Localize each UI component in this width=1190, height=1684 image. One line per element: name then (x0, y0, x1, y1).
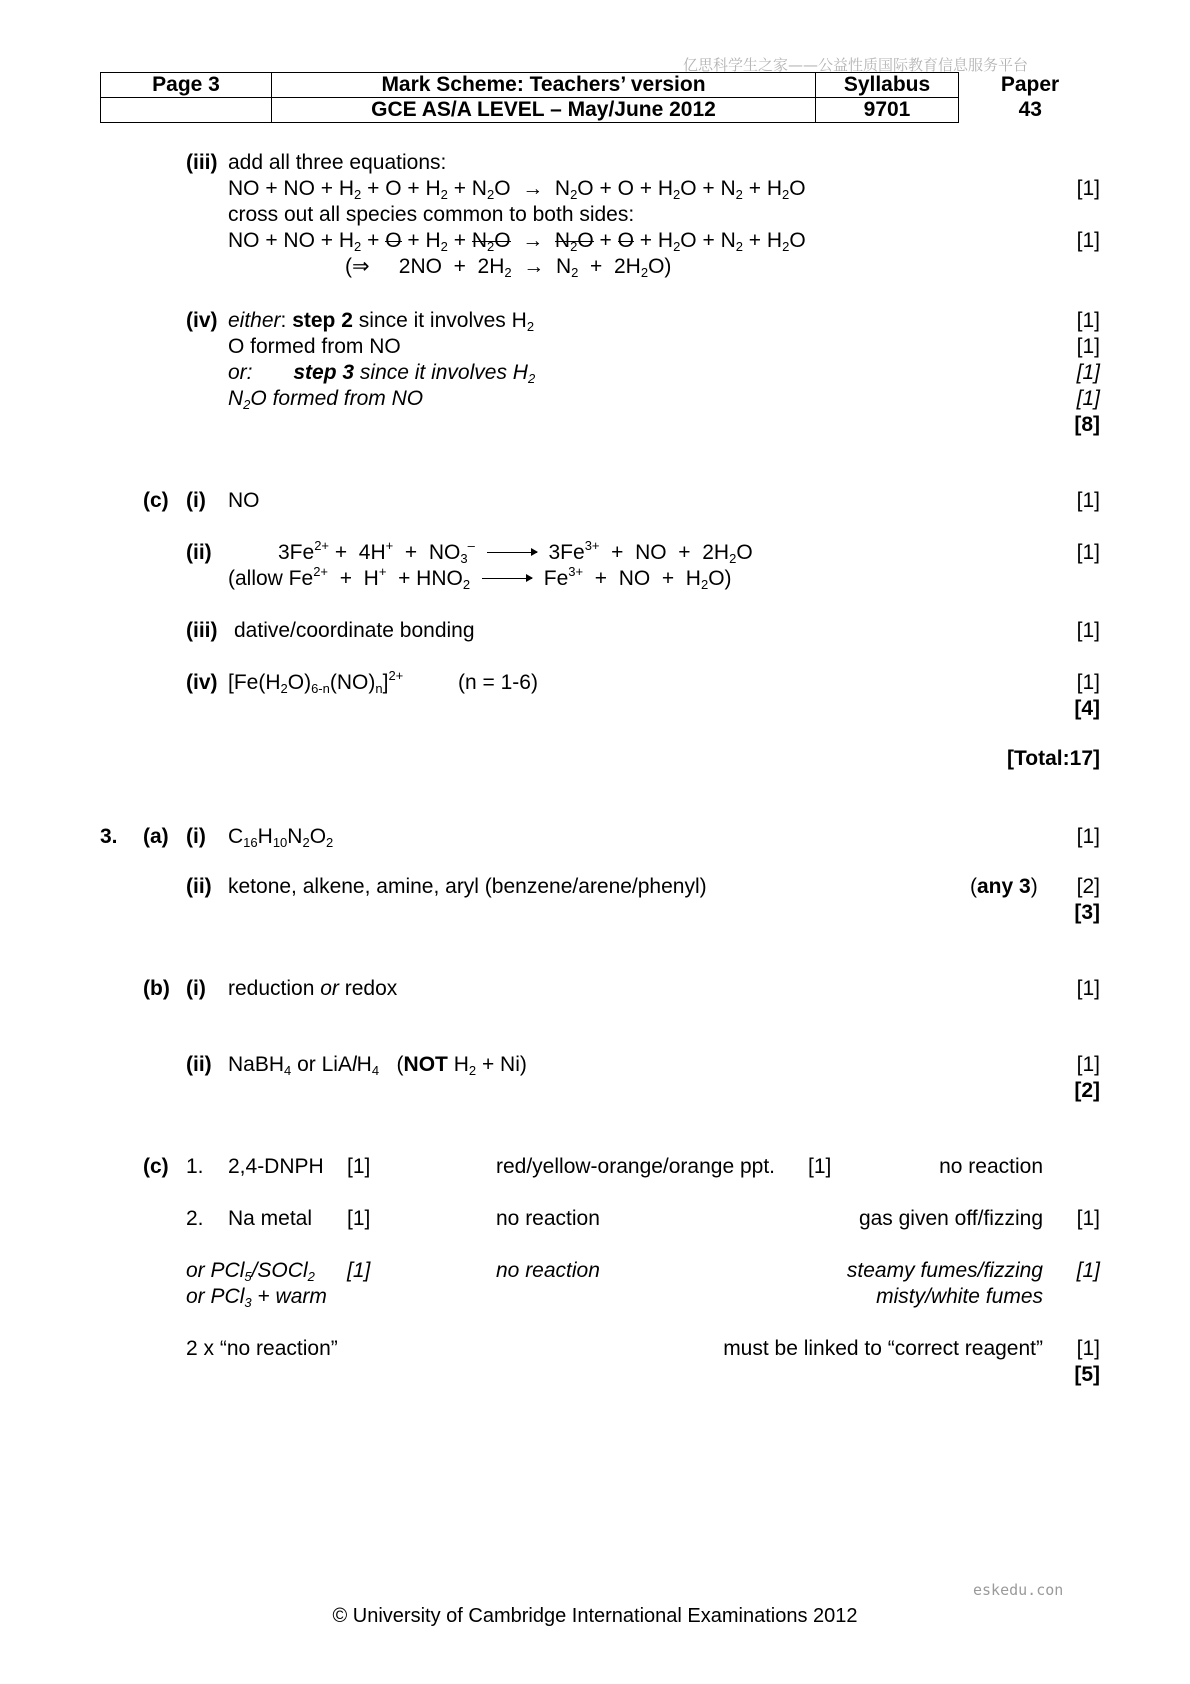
q3a-label: (a) (143, 825, 169, 848)
mark: [1] (1076, 229, 1100, 252)
alt-no-reaction: no reaction (496, 1259, 600, 1282)
test-reagent: Na metal (228, 1207, 313, 1230)
q2c-iv-n-range: (n = 1-6) (458, 671, 538, 694)
q3b-i-answer: reduction or redox (228, 977, 398, 1000)
mark: [1] (1076, 177, 1100, 200)
subtotal-mark: [4] (1074, 697, 1100, 720)
q2c-label: (c) (143, 489, 169, 512)
test-observation-1: red/yellow-orange/orange ppt. (496, 1155, 776, 1178)
q2c-iv-label: (iv) (186, 671, 218, 694)
footer-copyright: © University of Cambridge International Examinations 2012 (332, 1605, 858, 1627)
test-reagent-mark: [1] (347, 1155, 371, 1178)
q3a-ii-answer: ketone, alkene, amine, aryl (benzene/arene/phenyl) (228, 875, 707, 898)
mark: [1] (1076, 335, 1100, 358)
test-observation-1-mark: [1] (808, 1155, 832, 1178)
q3a-i-label: (i) (186, 825, 206, 848)
test-reagent-mark: [1] (347, 1207, 371, 1230)
test-observation-2: gas given off/fizzing (858, 1207, 1043, 1230)
q2c-ii-label: (ii) (186, 541, 212, 564)
mark: [1] (1076, 671, 1100, 694)
q2c-iii-answer: dative/coordinate bonding (234, 619, 475, 642)
q2b-iv-either-line: either: step 2 since it involves $H_2$ (228, 309, 535, 334)
test-reagent: 2,4-DNPH (228, 1155, 324, 1178)
header-paper-label: Paper (1000, 73, 1060, 96)
q3b-ii-label: (ii) (186, 1053, 212, 1076)
test-observation-2: no reaction (939, 1155, 1043, 1178)
subtotal-mark: [2] (1074, 1079, 1100, 1102)
watermark-text: 亿思科学生之家——公益性质国际教育信息服务平台 (683, 56, 1029, 74)
no-reaction-note: 2 x “no reaction” (186, 1337, 338, 1360)
site-watermark: eskedu.con (973, 1581, 1064, 1599)
q3b-label: (b) (143, 977, 170, 1000)
molecular-formula: $C_{16}H_{10}N_2O_2$ (228, 825, 334, 850)
q2b-iii-line1: add all three equations: (228, 151, 447, 174)
q2b-iii-label: (iii) (186, 151, 218, 174)
mark: [1] (1076, 1207, 1100, 1230)
complex-formula: $[Fe(H_2O)_{6-n}(NO)_n]^{2+}$ (228, 668, 404, 696)
q3b-i-label: (i) (186, 977, 206, 1000)
correct-reagent-note: must be linked to “correct reagent” (723, 1337, 1043, 1360)
q2b-iv-or-line: or: step 3 since it involves $H_2$ (228, 361, 536, 386)
mark: [1] (1076, 977, 1100, 1000)
subtotal-mark: [8] (1074, 413, 1100, 436)
test-number: 2. (186, 1207, 204, 1230)
header-syllabus-label: Syllabus (816, 73, 959, 98)
alt-reagent-pcl5: or PCl$_5$/SOCl$_2$ (186, 1259, 315, 1284)
header-exam: GCE AS/A LEVEL – May/June 2012 (272, 98, 816, 123)
mark: [1] (1076, 1053, 1100, 1076)
q2c-iii-label: (iii) (186, 619, 218, 642)
mark: [1] (1076, 309, 1100, 332)
q2b-iii-line3: cross out all species common to both sides: (228, 203, 635, 226)
q3a-ii-label: (ii) (186, 875, 212, 898)
equation-overall: (⇒ $2NO + 2H_2 \to N_2 + 2H_2O$) (345, 255, 672, 280)
q2b-iv-o-formed: O formed from NO (228, 335, 401, 358)
equation-allow: (allow $Fe^{2+} + H^+ + HNO_2$ $Fe^{3+}$ + NO + $H_2O$) (228, 564, 732, 592)
q3c-label: (c) (143, 1155, 169, 1178)
total-mark: [Total:17] (1007, 747, 1100, 770)
mark: [1] (1076, 1259, 1100, 1282)
equation-crossed: NO + NO + $H_2 + O + H_2 + N_2O \to N_2O + O + H_2O + N_2 + H_2O$ (228, 229, 806, 254)
header-page: Page 3 (101, 73, 272, 98)
alt-reagent-mark: [1] (347, 1259, 371, 1282)
q3-number: 3. (100, 825, 118, 848)
q2b-iv-n2o-formed: $N_2O$ formed from NO (228, 387, 424, 412)
header-empty-cell (101, 98, 272, 123)
q2c-i-label: (i) (186, 489, 206, 512)
mark: [1] (1076, 387, 1100, 410)
q2b-iv-label: (iv) (186, 309, 218, 332)
mark: [1] (1076, 361, 1100, 384)
equation-iron-nitrite: $3Fe^{2+} + 4H^+ + NO_3^-$ $3Fe^{3+}$ + NO + $2H_2O$ (278, 538, 753, 566)
header-syllabus-code: 9701 (816, 98, 959, 123)
mark: [1] (1076, 489, 1100, 512)
header-table (100, 72, 1102, 123)
alt-reagent-pcl3: or PCl$_3$ + warm (186, 1285, 327, 1310)
alt-misty-fumes: misty/white fumes (876, 1285, 1043, 1308)
subtotal-mark: [5] (1074, 1363, 1100, 1386)
test-number: 1. (186, 1155, 204, 1178)
mark: [1] (1076, 825, 1100, 848)
header-title: Mark Scheme: Teachers’ version (272, 73, 816, 98)
header-paper-code: 43 (1018, 98, 1042, 121)
mark: [1] (1076, 619, 1100, 642)
q2c-i-answer: NO (228, 489, 260, 512)
equation-sum: NO + NO + $H_2 + O + H_2 + N_2O \to N_2O + O + H_2O + N_2 + H_2O$ (228, 177, 806, 202)
q3b-ii-answer: NaBH$_4$ or LiAlH$_4$ (NOT $H_2 + Ni$) (228, 1053, 527, 1078)
mark: [2] (1076, 875, 1100, 898)
test-observation-1: no reaction (496, 1207, 600, 1230)
mark: [1] (1076, 1337, 1100, 1360)
alt-steamy-fumes: steamy fumes/fizzing (846, 1259, 1043, 1282)
mark: [1] (1076, 541, 1100, 564)
subtotal-mark: [3] (1074, 901, 1100, 924)
q3a-ii-any: (any 3) (970, 875, 1038, 898)
